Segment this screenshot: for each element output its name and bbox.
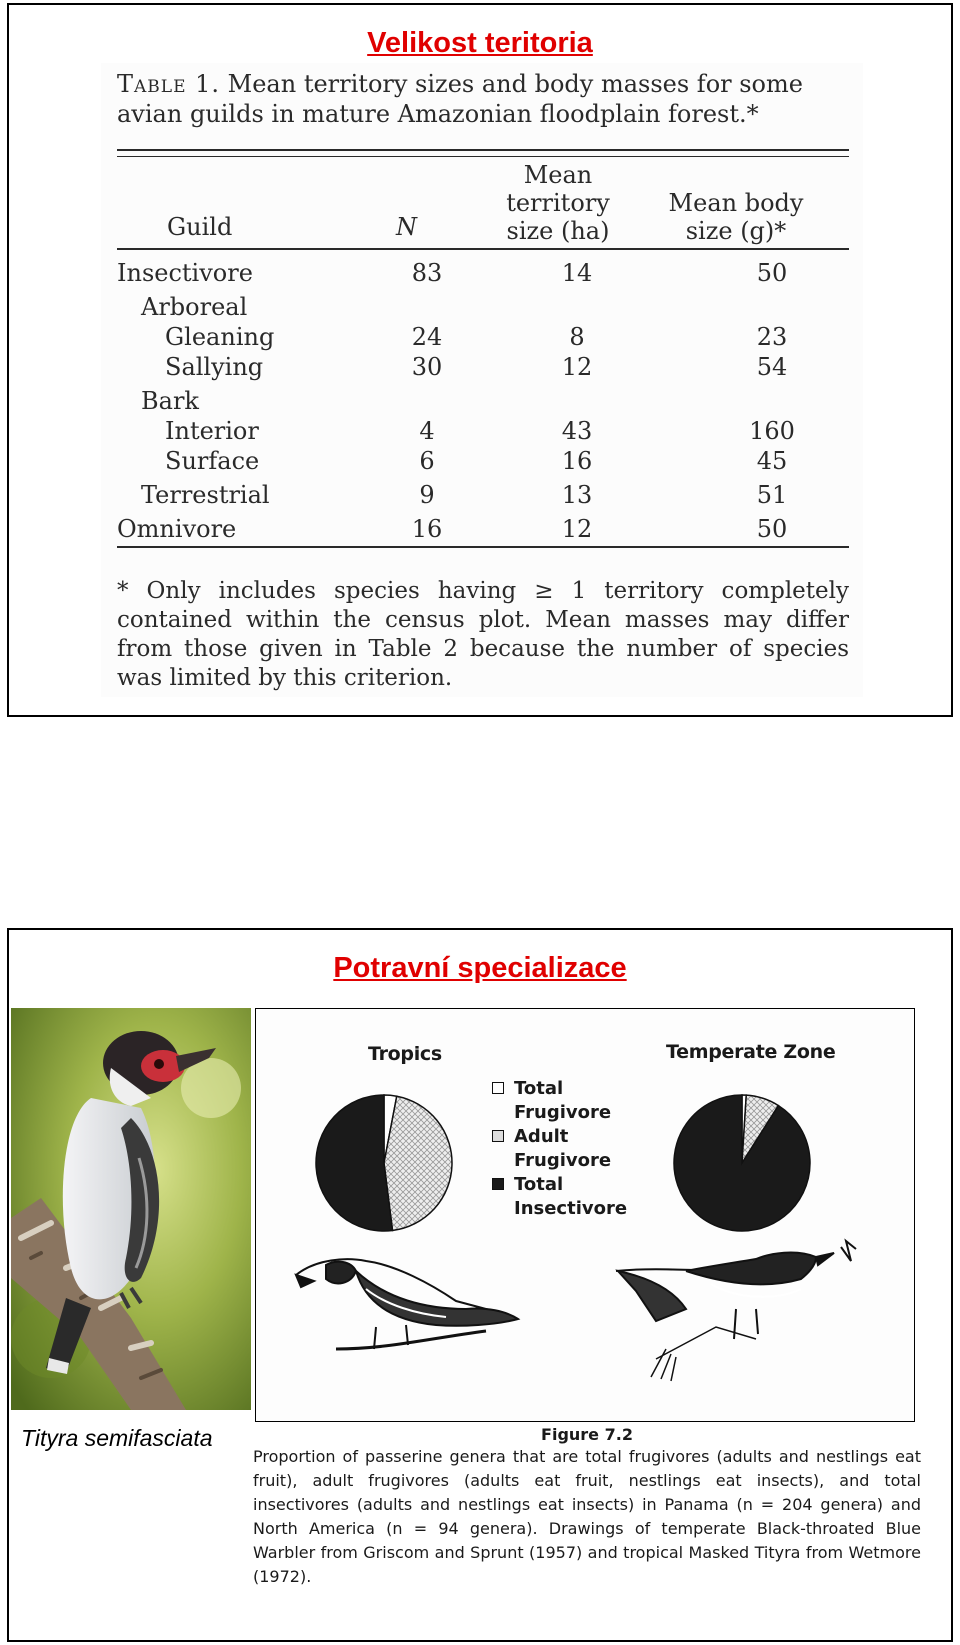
pie-slice-adult-frugivore xyxy=(384,1096,452,1230)
table-top-rule xyxy=(117,149,849,151)
table-header-rule xyxy=(117,248,849,250)
figure-caption-block xyxy=(253,1425,921,1589)
table-row xyxy=(117,259,849,289)
table-row xyxy=(117,387,849,417)
header-territory xyxy=(503,161,613,245)
table-row xyxy=(117,293,849,323)
cell-body: 23 xyxy=(756,323,788,351)
tropics-title: Tropics xyxy=(368,1043,442,1065)
header-territory-line1: Mean xyxy=(523,161,593,189)
cell-n: 24 xyxy=(411,323,443,351)
header-guild: Guild xyxy=(167,213,233,241)
legend-total-frugivore xyxy=(492,1077,627,1125)
cell-territory: 14 xyxy=(561,259,593,287)
cell-guild: Sallying xyxy=(165,353,264,381)
figure-number: Figure 7.2 xyxy=(541,1425,633,1444)
tityra-photo xyxy=(11,1008,251,1410)
table-row xyxy=(117,353,849,383)
table-caption-lead: Table 1. xyxy=(117,70,221,98)
cell-body: 45 xyxy=(756,447,788,475)
cell-body: 51 xyxy=(756,481,788,509)
cell-guild: Arboreal xyxy=(141,293,248,321)
cell-guild: Bark xyxy=(141,387,199,415)
legend-total-insectivore xyxy=(492,1173,627,1221)
blue-warbler-drawing xyxy=(616,1241,856,1381)
pie-legend xyxy=(492,1077,627,1221)
species-label: Tityra semifasciata xyxy=(21,1425,213,1451)
table-row xyxy=(117,481,849,511)
legend-swatch-black xyxy=(492,1178,504,1190)
table-footnote: * Only includes species having ≥ 1 territory completely contained within the census plot. Mean masses may differ from those given in Table 2 because the number of species was limited by this criterion. xyxy=(117,578,849,691)
table-bottom-rule xyxy=(117,546,849,548)
table-top-rule-2 xyxy=(117,156,849,157)
cell-body: 160 xyxy=(749,417,795,445)
temperate-title: Temperate Zone xyxy=(666,1041,836,1063)
pie-slice-total-insectivore xyxy=(316,1095,393,1231)
legend-label: Frugivore xyxy=(514,1150,612,1171)
cell-territory: 43 xyxy=(561,417,593,445)
cell-body: 50 xyxy=(756,515,788,543)
cell-territory: 12 xyxy=(561,515,593,543)
cell-n: 83 xyxy=(411,259,443,287)
legend-label: Frugivore xyxy=(514,1102,612,1123)
header-territory-line3: size (ha) xyxy=(506,217,610,245)
table-row xyxy=(117,417,849,447)
legend-label: Total xyxy=(514,1174,564,1195)
header-n: N xyxy=(396,213,417,241)
legend-swatch-white xyxy=(492,1082,504,1094)
header-body xyxy=(661,189,811,245)
figure-caption: Proportion of passerine genera that are total frugivores (adults and nestlings eat fruit), adult frugivores (adults eat fruit, nestlings eat insects), and total insectivores (adults and nestlings eat insects) in Panama (n = 204 genera) and North America (n = 94 genera). Drawings of temperate Black-throated Blue Warbler from Griscom and Sprunt (1957) and tropical Masked Tityra from Wetmore (1972). xyxy=(253,1447,921,1586)
legend-label: Total xyxy=(514,1078,564,1099)
legend-label: Adult xyxy=(514,1126,569,1147)
slide-food-specialization xyxy=(7,928,953,1642)
pie-temperate xyxy=(674,1095,810,1231)
header-territory-line2: territory xyxy=(506,189,610,217)
header-body-line1: Mean body xyxy=(668,189,804,217)
table-row xyxy=(117,323,849,353)
cell-n: 9 xyxy=(419,481,435,509)
cell-territory: 12 xyxy=(561,353,593,381)
pie-tropics xyxy=(316,1095,452,1231)
cell-guild: Omnivore xyxy=(117,515,237,543)
cell-n: 6 xyxy=(419,447,435,475)
cell-guild: Gleaning xyxy=(165,323,275,351)
cell-guild: Surface xyxy=(165,447,260,475)
legend-adult-frugivore xyxy=(492,1125,627,1173)
cell-territory: 8 xyxy=(569,323,585,351)
cell-body: 50 xyxy=(756,259,788,287)
pie-slice-total-insectivore xyxy=(674,1095,810,1231)
tityra-photo-drawing xyxy=(11,1008,251,1410)
territory-table-scan xyxy=(101,63,863,697)
cell-guild: Terrestrial xyxy=(141,481,270,509)
slide-title: Velikost teritoria xyxy=(367,27,593,59)
legend-swatch-hatched xyxy=(492,1130,504,1142)
cell-n: 30 xyxy=(411,353,443,381)
slide-title: Potravní specializace xyxy=(333,952,627,984)
cell-territory: 16 xyxy=(561,447,593,475)
table-row xyxy=(117,515,849,545)
cell-guild: Interior xyxy=(165,417,259,445)
cell-n: 4 xyxy=(419,417,435,445)
cell-territory: 13 xyxy=(561,481,593,509)
table-caption-text: Mean territory sizes and body masses for some avian guilds in mature Amazonian floodplain forest.* xyxy=(117,70,803,128)
cell-body: 54 xyxy=(756,353,788,381)
masked-tityra-drawing xyxy=(296,1259,518,1349)
legend-label: Insectivore xyxy=(514,1198,628,1219)
cell-n: 16 xyxy=(411,515,443,543)
table-caption xyxy=(117,69,837,129)
slide-territory-size xyxy=(7,3,953,717)
figure-7-2-panel xyxy=(255,1008,915,1422)
table-row xyxy=(117,447,849,477)
cell-guild: Insectivore xyxy=(117,259,253,287)
header-body-line2: size (g)* xyxy=(685,217,787,245)
